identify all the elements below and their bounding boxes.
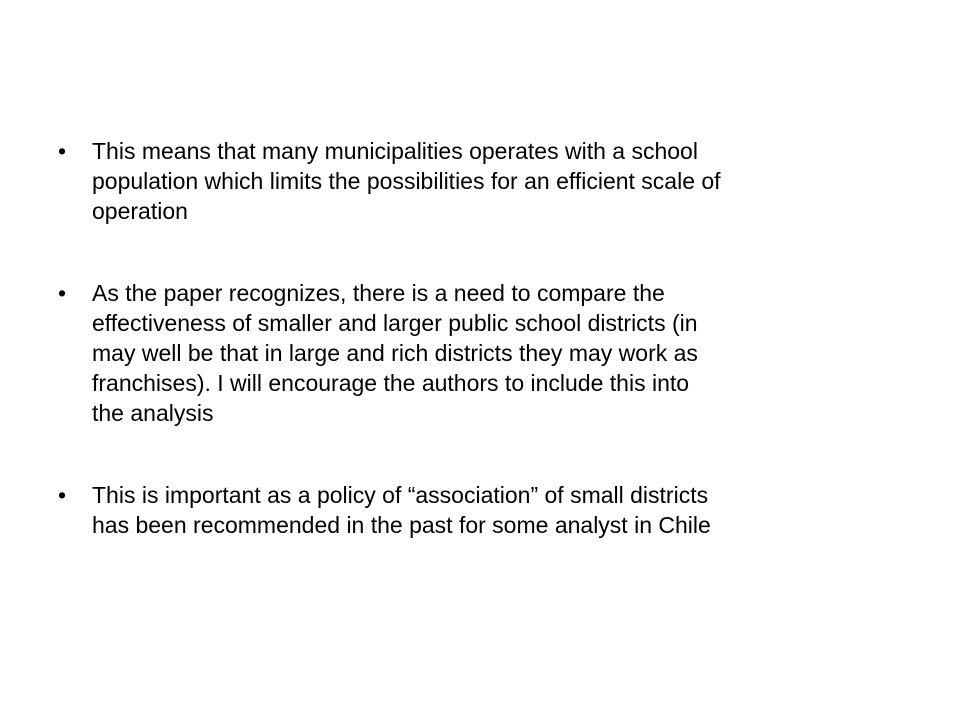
bullet-icon: • [58, 482, 67, 508]
bullet-icon: • [58, 280, 67, 306]
bullet-list [58, 136, 918, 540]
bullet-text: This is important as a policy of “association” of small districts has been recommended in the past for some analyst in Chile [92, 482, 711, 538]
bullet-text: As the paper recognizes, there is a need to compare the effectiveness of smaller and larger public school districts (in may well be that in large and rich districts they may work as franchises). I will encourage the authors to include this into the analysis [92, 280, 698, 426]
bullet-text: This means that many municipalities operates with a school population which limits the possibilities for an efficient scale of operation [92, 138, 721, 224]
bullet-item [58, 136, 918, 226]
bullet-item [58, 480, 918, 540]
bullet-icon: • [58, 138, 67, 164]
bullet-item [58, 278, 918, 428]
